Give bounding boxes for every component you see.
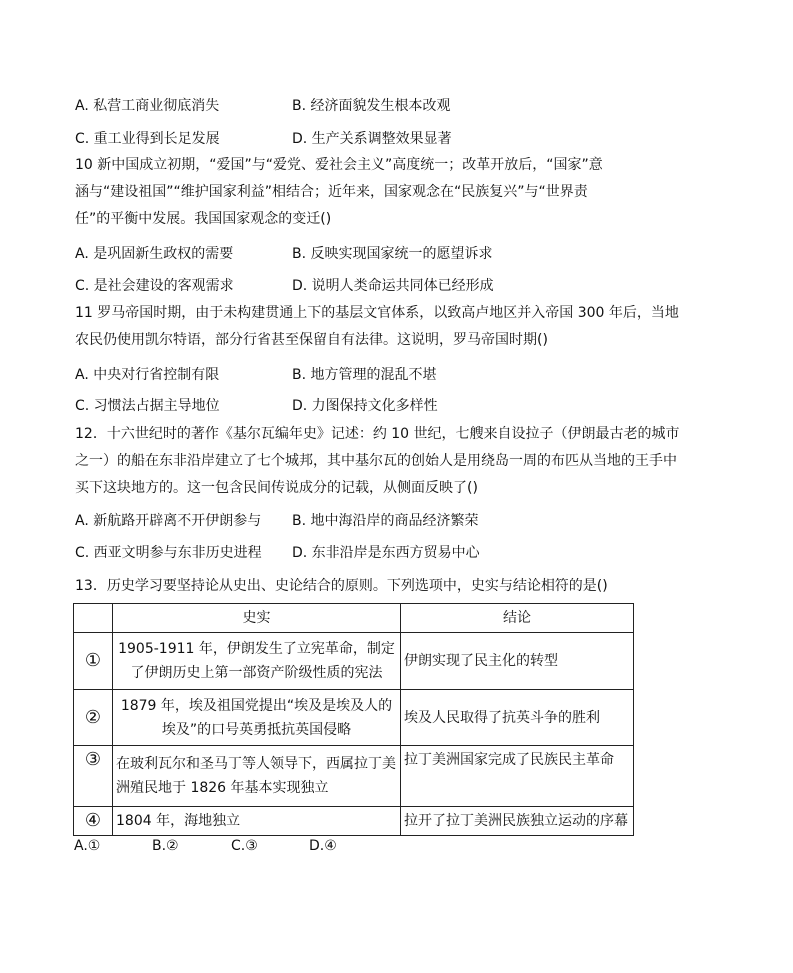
table-row [74,633,634,690]
row-fact: 在玻利瓦尔和圣马丁等人领导下，西属拉丁美洲殖民地于 1826 年基本实现独立 [113,746,401,807]
row-conclusion: 拉开了拉丁美洲民族独立运动的序幕 [401,807,634,836]
q10-option-d: D. 说明人类命运共同体已经形成 [292,278,494,294]
header-conclusion: 结论 [401,604,634,633]
q12-option-d: D. 东非沿岸是东西方贸易中心 [292,545,480,561]
row-number: ① [74,633,113,690]
q13-table [73,603,634,836]
q10-stem-line-1: 10 新中国成立初期，“爱国”与“爱党、爱社会主义”高度统一；改革开放后，“国家”意 [75,157,603,173]
row-fact: 1879 年，埃及祖国党提出“埃及是埃及人的埃及”的口号英勇抵抗英国侵略 [113,690,401,746]
table-row [74,746,634,807]
table-row [74,807,634,836]
row-number: ③ [74,746,113,807]
row-conclusion: 拉丁美洲国家完成了民族民主革命 [401,746,634,807]
table-header-row [74,604,634,633]
q9-option-b: B. 经济面貌发生根本改观 [292,98,451,114]
row-conclusion: 伊朗实现了民主化的转型 [401,633,634,690]
q11-option-b: B. 地方管理的混乱不堪 [292,367,437,383]
q12-option-c: C. 西亚文明参与东非历史进程 [75,545,262,561]
q10-stem-line-2: 涵与“建设祖国”“维护国家利益”相结合；近年来，国家观念在“民族复兴”与“世界责 [75,184,588,200]
row-fact: 1804 年，海地独立 [113,807,401,836]
q12-stem-line-1: 12．十六世纪时的著作《基尔瓦编年史》记述：约 10 世纪，七艘来自设拉子（伊朗最古老的城市 [75,426,680,442]
q13-answer-d: D.④ [309,838,337,854]
q11-option-c: C. 习惯法占据主导地位 [75,398,220,414]
q13-stem: 13．历史学习要坚持论从史出、史论结合的原则。下列选项中，史实与结论相符的是() [75,578,608,594]
q11-option-d: D. 力图保持文化多样性 [292,398,438,414]
header-blank [74,604,113,633]
table-row [74,690,634,746]
q11-option-a: A. 中央对行省控制有限 [75,367,220,383]
row-number: ④ [74,807,113,836]
q11-stem-line-1: 11 罗马帝国时期，由于未构建贯通上下的基层文官体系，以致高卢地区并入帝国 300 年后，当地 [75,305,679,321]
q9-option-c: C. 重工业得到长足发展 [75,131,220,147]
row-number: ② [74,690,113,746]
q9-option-d: D. 生产关系调整效果显著 [292,131,452,147]
q13-answer-b: B.② [152,838,179,854]
header-fact: 史实 [113,604,401,633]
row-fact: 1905-1911 年，伊朗发生了立宪革命，制定了伊朗历史上第一部资产阶级性质的宪法 [113,633,401,690]
q13-answer-c: C.③ [231,838,258,854]
row-conclusion: 埃及人民取得了抗英斗争的胜利 [401,690,634,746]
q10-option-b: B. 反映实现国家统一的愿望诉求 [292,246,493,262]
q9-option-a: A. 私营工商业彻底消失 [75,98,220,114]
q12-stem-line-2: 之一）的船在东非沿岸建立了七个城邦，其中基尔瓦的创始人是用绕岛一周的布匹从当地的王手中 [75,453,677,469]
q10-option-a: A. 是巩固新生政权的需要 [75,246,234,262]
q13-answer-a: A.① [74,838,101,854]
q12-option-b: B. 地中海沿岸的商品经济繁荣 [292,513,479,529]
q12-option-a: A. 新航路开辟离不开伊朗参与 [75,513,262,529]
q11-stem-line-2: 农民仍使用凯尔特语，部分行省甚至保留自有法律。这说明，罗马帝国时期() [75,332,548,348]
q10-option-c: C. 是社会建设的客观需求 [75,278,234,294]
q10-stem-line-3: 任”的平衡中发展。我国国家观念的变迁() [75,211,332,227]
q12-stem-line-3: 买下这块地方的。这一包含民间传说成分的记载，从侧面反映了() [75,480,478,496]
